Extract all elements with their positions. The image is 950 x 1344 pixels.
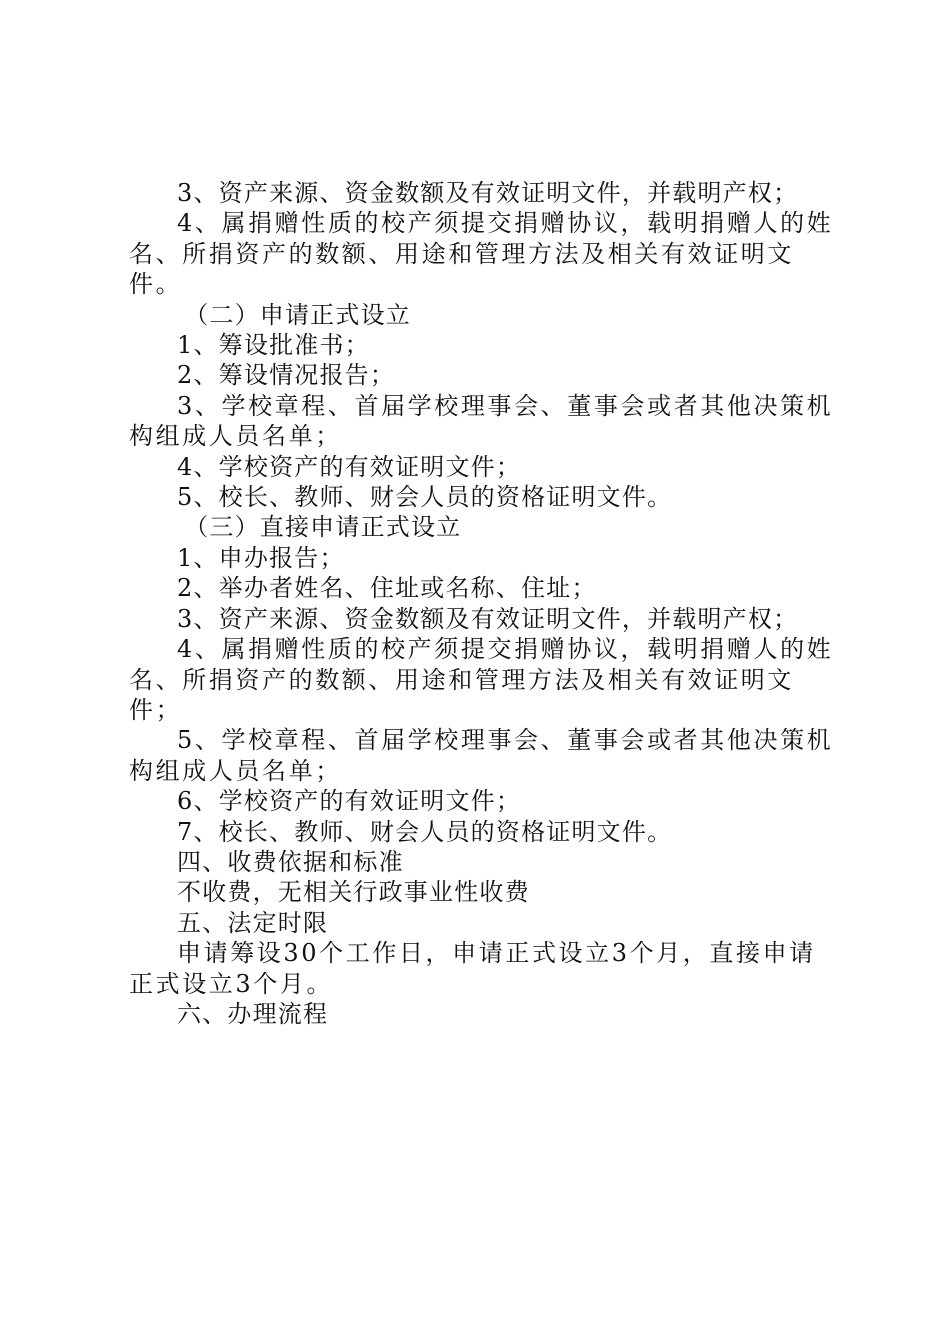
paragraph-preparation-report: 2、筹设情况报告； — [177, 361, 396, 390]
section-heading-time-limit: 五、法定时限 — [177, 908, 329, 937]
paragraph-school-charter: 3、学校章程、首届学校理事会、董事会或者其他决策机构组成人员名单； — [129, 391, 834, 451]
paragraph-school-assets: 4、学校资产的有效证明文件； — [177, 452, 522, 481]
document-body — [129, 178, 839, 1029]
section-heading-formal-establishment: （二）申请正式设立 — [184, 300, 411, 329]
paragraph-school-assets-2: 6、学校资产的有效证明文件； — [177, 787, 522, 816]
paragraph-asset-source-2: 3、资产来源、资金数额及有效证明文件，并载明产权； — [177, 604, 799, 633]
paragraph-application-report: 1、申办报告； — [177, 543, 345, 572]
paragraph-time-limits: 申请筹设30个工作日，申请正式设立3个月，直接申请正式设立3个月。 — [129, 939, 816, 998]
section-heading-direct-application: （三）直接申请正式设立 — [184, 513, 462, 542]
paragraph-staff-qualifications-2: 7、校长、教师、财会人员的资格证明文件。 — [177, 817, 673, 846]
paragraph-asset-source: 3、资产来源、资金数额及有效证明文件，并载明产权； — [177, 179, 799, 207]
paragraph-organizer-info: 2、举办者姓名、住址或名称、住址； — [177, 574, 597, 603]
paragraph-school-charter-2: 5、学校章程、首届学校理事会、董事会或者其他决策机构组成人员名单； — [129, 726, 834, 785]
section-heading-process: 六、办理流程 — [177, 999, 329, 1028]
paragraph-staff-qualifications: 5、校长、教师、财会人员的资格证明文件。 — [177, 483, 673, 512]
paragraph-approval-document: 1、筹设批准书； — [177, 331, 370, 360]
section-heading-fees: 四、收费依据和标准 — [177, 847, 404, 876]
paragraph-no-fees: 不收费，无相关行政事业性收费 — [177, 878, 530, 907]
paragraph-donation-agreement-2: 4、属捐赠性质的校产须提交捐赠协议，载明捐赠人的姓名、所捐资产的数额、用途和管理方法及相关有效证明文件； — [129, 635, 834, 724]
paragraph-donation-agreement: 4、属捐赠性质的校产须提交捐赠协议，载明捐赠人的姓名、所捐资产的数额、用途和管理方法及相关有效证明文件。 — [129, 209, 834, 299]
